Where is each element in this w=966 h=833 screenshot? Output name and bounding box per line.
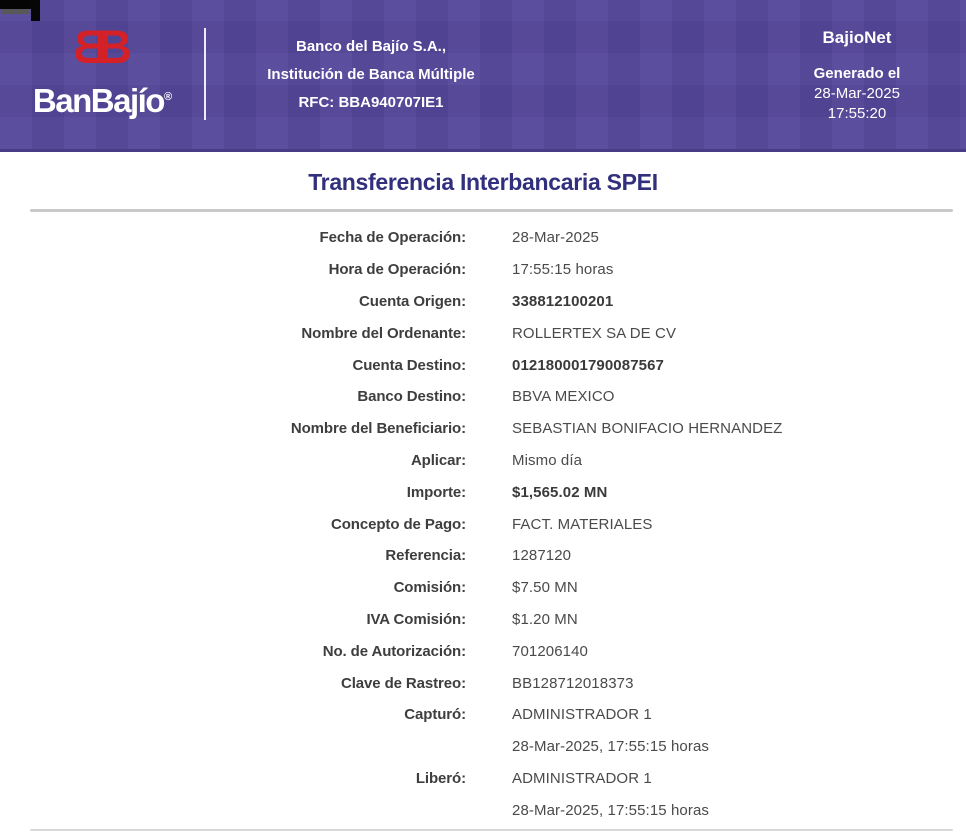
row-concepto-pago [0, 508, 966, 540]
field-value: BBVA MEXICO [512, 388, 615, 406]
app-name: BajioNet [822, 28, 892, 47]
field-label: Comisión: [393, 579, 466, 597]
field-value: BB128712018373 [512, 674, 634, 692]
bank-name: Banco del Bajío S.A., [295, 38, 447, 55]
field-label: Fecha de Operación: [319, 229, 466, 247]
row-nombre-beneficiario [0, 413, 966, 445]
bank-rfc: RFC: BBA940707IE1 [298, 94, 444, 111]
field-label: Clave de Rastreo: [340, 674, 466, 692]
field-value: Mismo día [512, 451, 583, 469]
banbajio-logo [0, 22, 205, 118]
field-label: No. de Autorización: [322, 642, 466, 660]
row-capturo-fecha [0, 731, 966, 763]
field-value: ADMINISTRADOR 1 [512, 706, 652, 724]
field-label: Concepto de Pago: [331, 515, 466, 533]
generated-time: 17:55:20 [827, 105, 887, 122]
field-label: Cuenta Destino: [352, 356, 466, 374]
field-value: SEBASTIAN BONIFACIO HERNANDEZ [512, 420, 783, 438]
row-referencia [0, 540, 966, 572]
row-cuenta-destino [0, 349, 966, 381]
field-label: Hora de Operación: [328, 261, 466, 279]
field-value: 28-Mar-2025, 17:55:15 horas [512, 801, 709, 819]
logo-b-mirrored: B [73, 20, 107, 73]
generated-date: 28-Mar-2025 [814, 85, 900, 102]
field-value: $7.50 MN [512, 579, 578, 597]
generated-block [762, 28, 952, 124]
field-value: 28-Mar-2025 [512, 229, 599, 247]
field-label: Cuenta Origen: [359, 292, 466, 310]
field-value: ROLLERTEX SA DE CV [512, 324, 677, 342]
row-iva-comision [0, 604, 966, 636]
page-title: Transferencia Interbancaria SPEI [308, 169, 658, 195]
row-banco-destino [0, 381, 966, 413]
row-clave-rastreo [0, 667, 966, 699]
header-vertical-divider [204, 28, 206, 120]
bank-legal-info [225, 33, 517, 117]
row-importe [0, 476, 966, 508]
field-value: 17:55:15 horas [512, 261, 614, 279]
row-libero [0, 763, 966, 795]
row-capturo [0, 699, 966, 731]
field-label: Referencia: [385, 547, 466, 565]
field-label: Aplicar: [410, 451, 466, 469]
field-label: Liberó: [415, 769, 466, 787]
banbajio-wordmark [0, 80, 205, 118]
field-value: 338812100201 [512, 292, 614, 310]
field-value: ADMINISTRADOR 1 [512, 769, 652, 787]
field-value: 012180001790087567 [512, 356, 664, 374]
scan-artifact-black [0, 0, 33, 9]
registered-mark: ® [163, 91, 173, 103]
logo-b: B [98, 20, 132, 73]
banbajio-bb-icon [0, 22, 205, 74]
field-label: Nombre del Beneficiario: [290, 420, 466, 438]
row-cuenta-origen [0, 286, 966, 318]
field-value: $1.20 MN [512, 610, 578, 628]
generated-label: Generado el [813, 65, 901, 82]
receipt-fields [0, 222, 966, 826]
row-fecha-operacion [0, 222, 966, 254]
title-divider [30, 209, 953, 212]
field-label: Nombre del Ordenante: [301, 324, 466, 342]
header-bar [0, 0, 966, 152]
row-libero-fecha [0, 794, 966, 826]
brand-name: BanBajío [32, 82, 164, 119]
row-hora-operacion [0, 254, 966, 286]
row-nombre-ordenante [0, 317, 966, 349]
scan-artifact-black-column [31, 0, 40, 21]
field-value: 28-Mar-2025, 17:55:15 horas [512, 738, 709, 756]
scan-artifact-grey [1, 9, 30, 14]
field-label: Banco Destino: [357, 388, 466, 406]
row-comision [0, 572, 966, 604]
field-value: $1,565.02 MN [512, 483, 608, 501]
field-value: 1287120 [512, 547, 572, 565]
bottom-divider [30, 829, 953, 831]
field-label: Importe: [406, 483, 466, 501]
field-label: Capturó: [404, 706, 466, 724]
row-no-autorizacion [0, 635, 966, 667]
bank-institution: Institución de Banca Múltiple [267, 66, 475, 83]
row-aplicar [0, 445, 966, 477]
field-label: IVA Comisión: [366, 610, 466, 628]
field-value: 701206140 [512, 642, 588, 660]
field-value: FACT. MATERIALES [512, 515, 653, 533]
